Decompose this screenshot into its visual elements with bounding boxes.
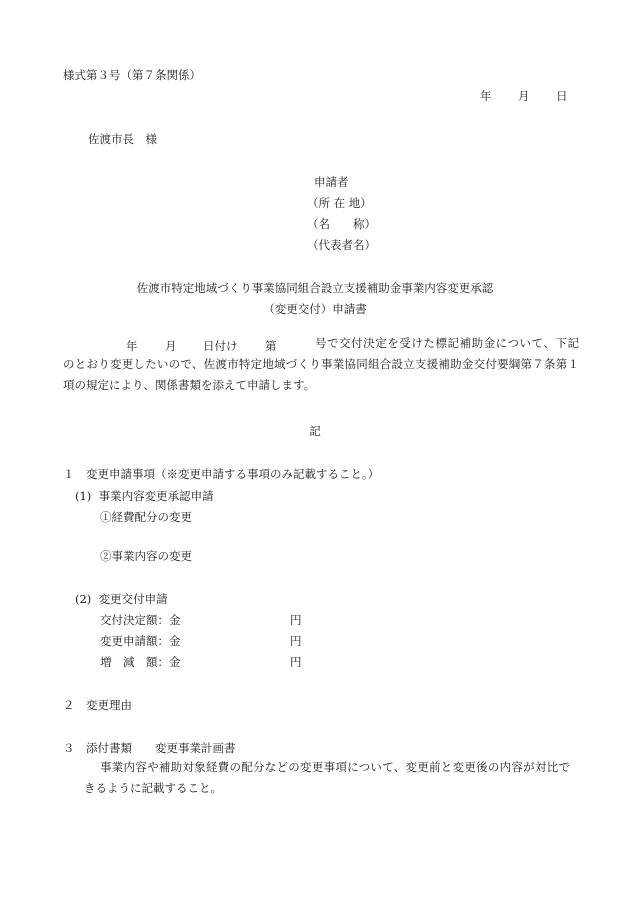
applicant-representative-label: （代表者名） xyxy=(307,238,376,252)
intro-dated: 日付け xyxy=(203,339,238,353)
applicant-address-label: （所 在 地） xyxy=(307,196,372,210)
difference-amount-unit: 円 xyxy=(290,655,302,669)
applicant-label: 申請者 xyxy=(314,175,349,189)
intro-year: 年 xyxy=(126,339,138,353)
grant-decided-amount-label: 交付決定額：金 xyxy=(100,613,181,627)
section1-sub1-item2: ②事業内容の変更 xyxy=(100,549,192,563)
date-year-label: 年 xyxy=(480,89,492,103)
section3-heading: ３ 添付書類 変更事業計画書 xyxy=(63,741,236,755)
date-day-label: 日 xyxy=(556,89,568,103)
intro-month: 月 xyxy=(165,339,177,353)
grant-decided-amount-unit: 円 xyxy=(290,613,302,627)
form-number: 様式第３号（第７条関係） xyxy=(63,68,201,82)
section1-sub1-item1: ①経費配分の変更 xyxy=(100,510,192,524)
intro-number-prefix: 第 xyxy=(265,339,277,353)
change-request-amount-label: 変更申請額：金 xyxy=(100,634,181,648)
intro-paragraph: 号で交付決定を受けた標記補助金について、下記のとおり変更したいので、佐渡市特定地域づくり事業協同組合設立支援補助金交付要綱第７条第１項の規定により、関係書類を添えて申請します。 xyxy=(63,336,579,392)
document-title-line1: 佐渡市特定地域づくり事業協同組合設立支援補助金事業内容変更承認 xyxy=(136,281,494,295)
section1-sub1-heading: (1) 事業内容変更承認申請 xyxy=(75,489,214,503)
addressee: 佐渡市長 様 xyxy=(88,132,157,146)
section1-heading: １ 変更申請事項（※変更申請する事項のみ記載すること。） xyxy=(63,467,380,481)
section2-heading: ２ 変更理由 xyxy=(63,698,132,712)
date-month-label: 月 xyxy=(518,89,530,103)
document-title-line2: （変更交付）申請書 xyxy=(263,302,367,316)
section3-note: 事業内容や補助対象経費の配分などの変更事項について、変更前と変更後の内容が対比できるように記載すること。 xyxy=(84,760,570,795)
change-request-amount-unit: 円 xyxy=(290,634,302,648)
applicant-name-label: （名 称） xyxy=(307,217,376,231)
section1-sub2-heading: (2) 変更交付申請 xyxy=(75,592,168,606)
difference-amount-label: 増 減 額：金 xyxy=(100,655,181,669)
ki-heading: 記 xyxy=(309,424,321,438)
